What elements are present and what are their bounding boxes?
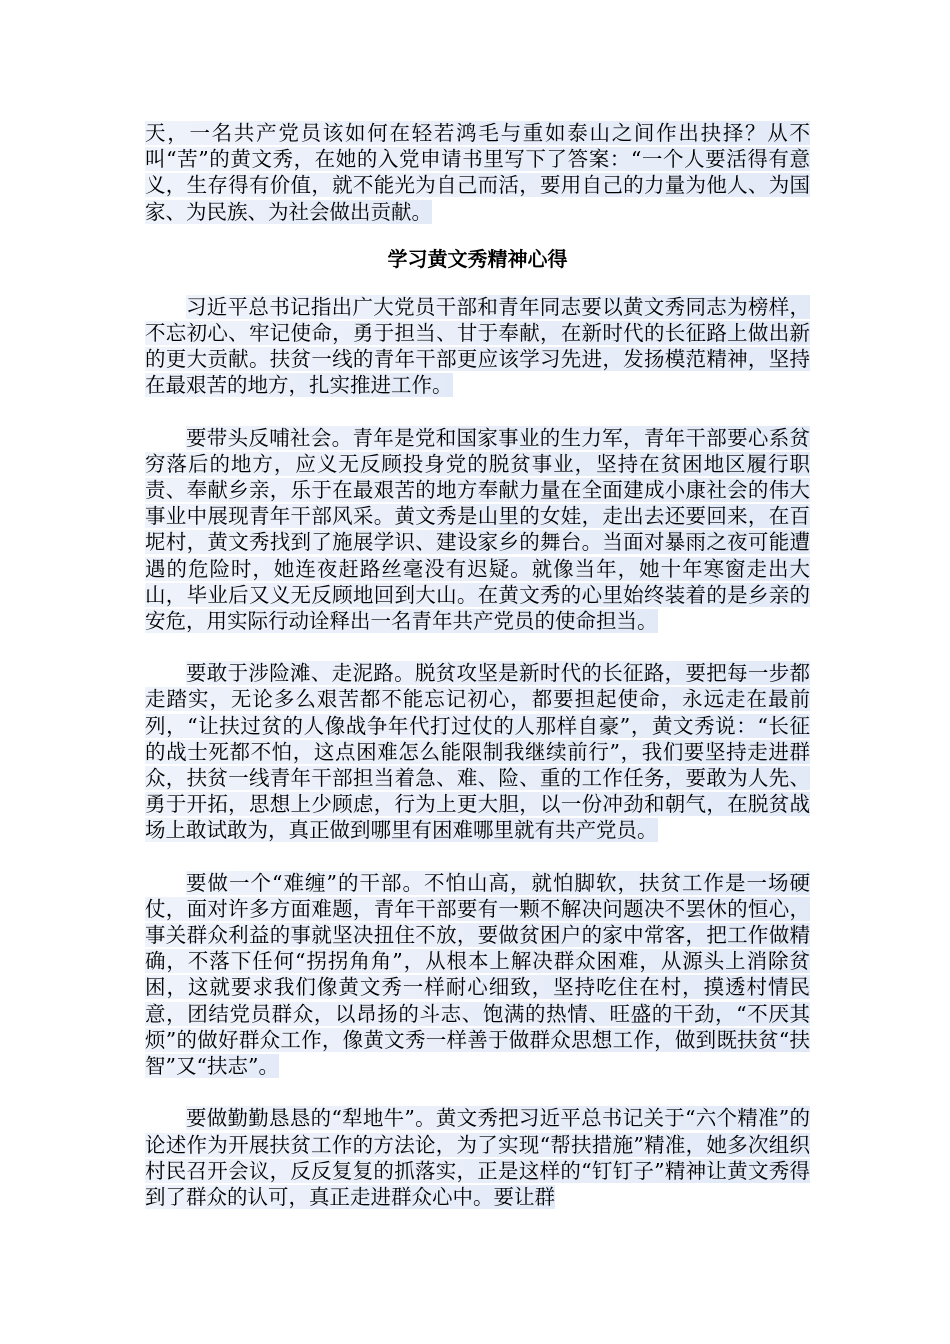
paragraph-2	[145, 425, 810, 635]
paragraph-spacer	[145, 1079, 810, 1105]
document-page	[145, 120, 810, 1210]
intro-paragraph	[145, 120, 810, 225]
paragraph-spacer	[145, 844, 810, 870]
paragraph-5-text: 要做勤勤恳恳的“犁地牛”。黄文秀把习近平总书记关于“六个精准”的论述作为开展扶贫工作的方法论，为了实现“帮扶措施”精准，她多次组织村民召开会议，反反复复的抓落实，正是这样的“钉钉子”精神让黄文秀得到了群众的认可，真正走进群众心中。要让群	[145, 1106, 810, 1209]
paragraph-spacer	[145, 399, 810, 425]
section-title: 学习黄文秀精神心得	[387, 246, 568, 271]
paragraph-2-text: 要带头反哺社会。青年是党和国家事业的生力军，青年干部要心系贫穷落后的地方，应义无反顾投身党的脱贫事业，坚持在贫困地区履行职责、奉献乡亲，乐于在最艰苦的地方奉献力量在全面建成小康社会的伟大事业中展现青年干部风采。黄文秀是山里的女娃，走出去还要回来，在百坭村，黄文秀找到了施展学识、建设家乡的舞台。当面对暴雨之夜可能遭遇的危险时，她连夜赶路丝毫没有迟疑。就像当年，她十年寒窗走出大山，毕业后又义无反顾地回到大山。在黄文秀的心里始终装着的是乡亲的安危，用实际行动诠释出一名青年共产党员的使命担当。	[145, 425, 810, 634]
paragraph-3-text: 要敢于涉险滩、走泥路。脱贫攻坚是新时代的长征路，要把每一步都走踏实，无论多么艰苦都不能忘记初心，都要担起使命，永远走在最前列，“让扶过贫的人像战争年代打过仗的人那样自豪”，黄文秀说：“长征的战士死都不怕，这点困难怎么能限制我继续前行”，我们要坚持走进群众，扶贫一线青年干部担当着急、难、险、重的工作任务，要敢为人先、勇于开拓，思想上少顾虑，行为上更大胆，以一份冲劲和朝气，在脱贫战场上敢试敢为，真正做到哪里有困难哪里就有共产党员。	[145, 661, 810, 843]
paragraph-4	[145, 870, 810, 1080]
intro-paragraph-text: 天，一名共产党员该如何在轻若鸿毛与重如泰山之间作出抉择？从不叫“苦”的黄文秀，在她的入党申请书里写下了答案：“一个人要活得有意义，生存得有价值，就不能光为自己而活，要用自己的力量为他人、为国家、为民族、为社会做出贡献。	[145, 121, 810, 224]
paragraph-spacer	[145, 634, 810, 660]
paragraph-1-text: 习近平总书记指出广大党员干部和青年同志要以黄文秀同志为榜样，不忘初心、牢记使命，勇于担当、甘于奉献，在新时代的长征路上做出新的更大贡献。扶贫一线的青年干部更应该学习先进，发扬模范精神，坚持在最艰苦的地方，扎实推进工作。	[145, 294, 810, 398]
paragraph-1	[145, 294, 810, 399]
paragraph-3	[145, 660, 810, 843]
paragraph-5	[145, 1105, 810, 1210]
paragraph-4-text: 要做一个“难缠”的干部。不怕山高，就怕脚软，扶贫工作是一场硬仗，面对许多方面难题，青年干部要有一颗不解决问题决不罢休的恒心，事关群众利益的事就坚决扭住不放，要做贫困户的家中常客，把工作做精确，不落下任何“拐拐角角”，从根本上解决群众困难，从源头上消除贫困，这就要求我们像黄文秀一样耐心细致，坚持吃住在村，摸透村情民意，团结党员群众，以昂扬的斗志、饱满的热情、旺盛的干劲，“不厌其烦”的做好群众工作，像黄文秀一样善于做群众思想工作，做到既扶贫“扶智”又“扶志”。	[145, 870, 810, 1079]
